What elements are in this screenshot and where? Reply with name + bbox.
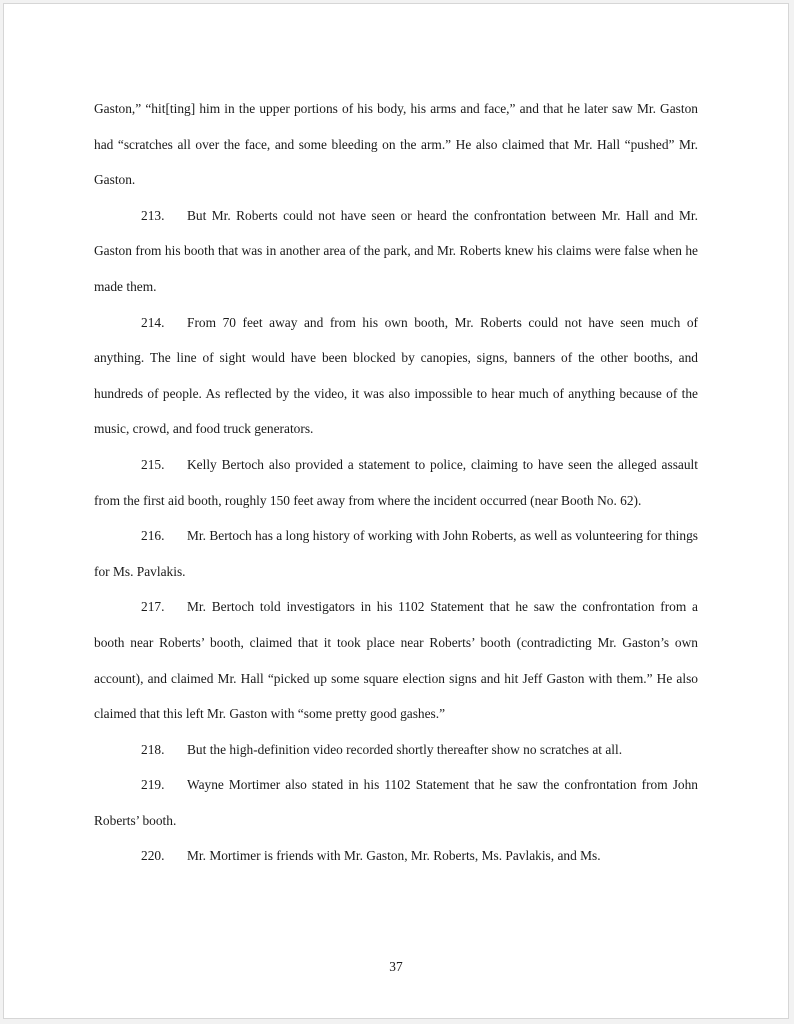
paragraph-text: Wayne Mortimer also stated in his 1102 Statement that he saw the confrontation from John Roberts’ booth. — [94, 777, 698, 828]
paragraph-number: 218. — [141, 741, 165, 757]
paragraph-number: 216. — [141, 528, 165, 544]
paragraph-217 — [94, 589, 698, 731]
page-number: 37 — [389, 959, 403, 974]
paragraph-220 — [94, 838, 698, 874]
paragraph-text: From 70 feet away and from his own booth, Mr. Roberts could not have seen much of anything. The line of sight would have been blocked by canopies, signs, banners of the other booths, and hundreds of people. As reflected by the video, it was also impossible to hear much of anything because of the music, crowd, and food truck generators. — [94, 314, 698, 437]
paragraph-213 — [94, 198, 698, 305]
paragraph-text: Mr. Mortimer is friends with Mr. Gaston, Mr. Roberts, Ms. Pavlakis, and Ms. — [187, 848, 601, 864]
paragraph-215 — [94, 447, 698, 518]
paragraph-214 — [94, 305, 698, 447]
paragraph-number: 220. — [141, 848, 165, 864]
paragraph-text: Kelly Bertoch also provided a statement to police, claiming to have seen the alleged assault from the first aid booth, roughly 150 feet away from where the incident occurred (near Booth No. 62). — [94, 456, 698, 508]
paragraph-number: 213. — [141, 207, 165, 223]
paragraph-text: But the high-definition video recorded shortly thereafter show no scratches at all. — [187, 741, 623, 757]
paragraph-text: But Mr. Roberts could not have seen or heard the confrontation between Mr. Hall and Mr. Gaston from his booth that was in another area of the park, and Mr. Roberts knew his claims were false when he made them. — [94, 207, 698, 294]
paragraph-219 — [94, 767, 698, 838]
paragraph-number: 219. — [141, 777, 165, 793]
document-page — [3, 3, 789, 1019]
paragraph-text: Mr. Bertoch told investigators in his 1102 Statement that he saw the confrontation from a booth near Roberts’ booth, claimed that it took place near Roberts’ booth (contradicting Mr. Gaston’s own account), and claimed Mr. Hall “picked up some square election signs and hit Jeff Gaston with them.” He also claimed that this left Mr. Gaston with “some pretty good gashes.” — [94, 599, 698, 722]
paragraph-number: 214. — [141, 314, 165, 330]
paragraph-text: Mr. Bertoch has a long history of working with John Roberts, as well as volunteering for things for Ms. Pavlakis. — [94, 528, 699, 579]
paragraph-218 — [94, 732, 698, 768]
paragraph-number: 217. — [141, 599, 165, 615]
paragraph-216 — [94, 518, 698, 589]
paragraph-number: 215. — [141, 456, 165, 472]
opening-paragraph: Gaston,” “hit[ting] him in the upper portions of his body, his arms and face,” and that he later saw Mr. Gaston had “scratches all over the face, and some bleeding on the arm.” He also claimed that Mr. Hall “pushed” Mr. Gaston. — [94, 101, 698, 188]
document-body — [94, 91, 698, 874]
